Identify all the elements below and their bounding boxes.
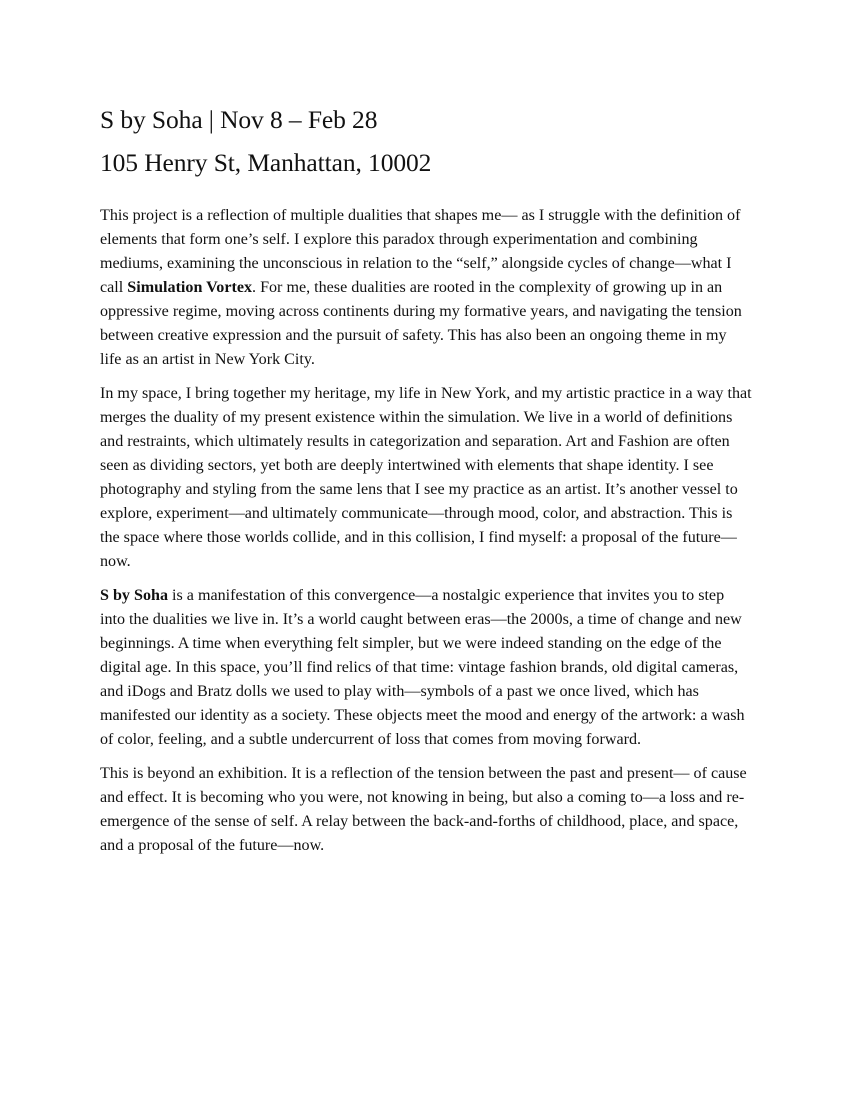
paragraph-1-text-after: . For me, these dualities are rooted in the complexity of growing up in an oppressive regime, moving across continents during my formative years, and navigating the tension between creative expression and the pursuit of safety. This has also been an ongoing theme in my life as an artist in New York City. [100,279,742,368]
paragraph-3-text-after: is a manifestation of this convergence—a nostalgic experience that invites you to step into the dualities we live in. It’s a world caught between eras—the 2000s, a time of change and new beginnings. A time when everything felt simpler, but we were indeed standing on the edge of the digital age. In this space, you’ll find relics of that time: vintage fashion brands, old digital cameras, and iDogs and Bratz dolls we used to play with—symbols of a past we once lived, which has manifested our identity as a society. These objects meet the mood and energy of the artwork: a wash of color, feeling, and a subtle undercurrent of loss that comes from moving forward. [100,587,745,748]
paragraph-4: This is beyond an exhibition. It is a reflection of the tension between the past and present— of cause and effect. It is becoming who you were, not knowing in being, but also a coming to—a loss and re-emergence of the sense of self. A relay between the back-and-forths of childhood, place, and space, and a proposal of the future—now. [100,765,747,854]
statement-body [100,204,752,858]
exhibition-address: 105 Henry St, Manhattan, 10002 [100,148,432,177]
paragraph-3-bold-term: S by Soha [100,587,168,604]
paragraph-1 [100,204,752,372]
paragraph-2: In my space, I bring together my heritage, my life in New York, and my artistic practice in a way that merges the duality of my present existence within the simulation. We live in a world of definitions and restraints, which ultimately results in categorization and separation. Art and Fashion are often seen as dividing sectors, yet both are deeply intertwined with elements that shape identity. I see photography and styling from the same lens that I see my practice as an artist. It’s another vessel to explore, experiment—and ultimately communicate—through mood, color, and abstraction. This is the space where those worlds collide, and in this collision, I find myself: a proposal of the future—now. [100,385,752,570]
paragraph-3 [100,584,752,752]
paragraph-1-text-before: This project is a reflection of multiple dualities that shapes me— as I struggle with the definition of elements that form one’s self. I explore this paradox through experimentation and combining mediums, examining the unconscious in relation to the “self,” alongside cycles of change—what I call [100,207,741,296]
paragraph-1-bold-term: Simulation Vortex [127,279,253,296]
exhibition-title: S by Soha | Nov 8 – Feb 28 [100,105,378,134]
